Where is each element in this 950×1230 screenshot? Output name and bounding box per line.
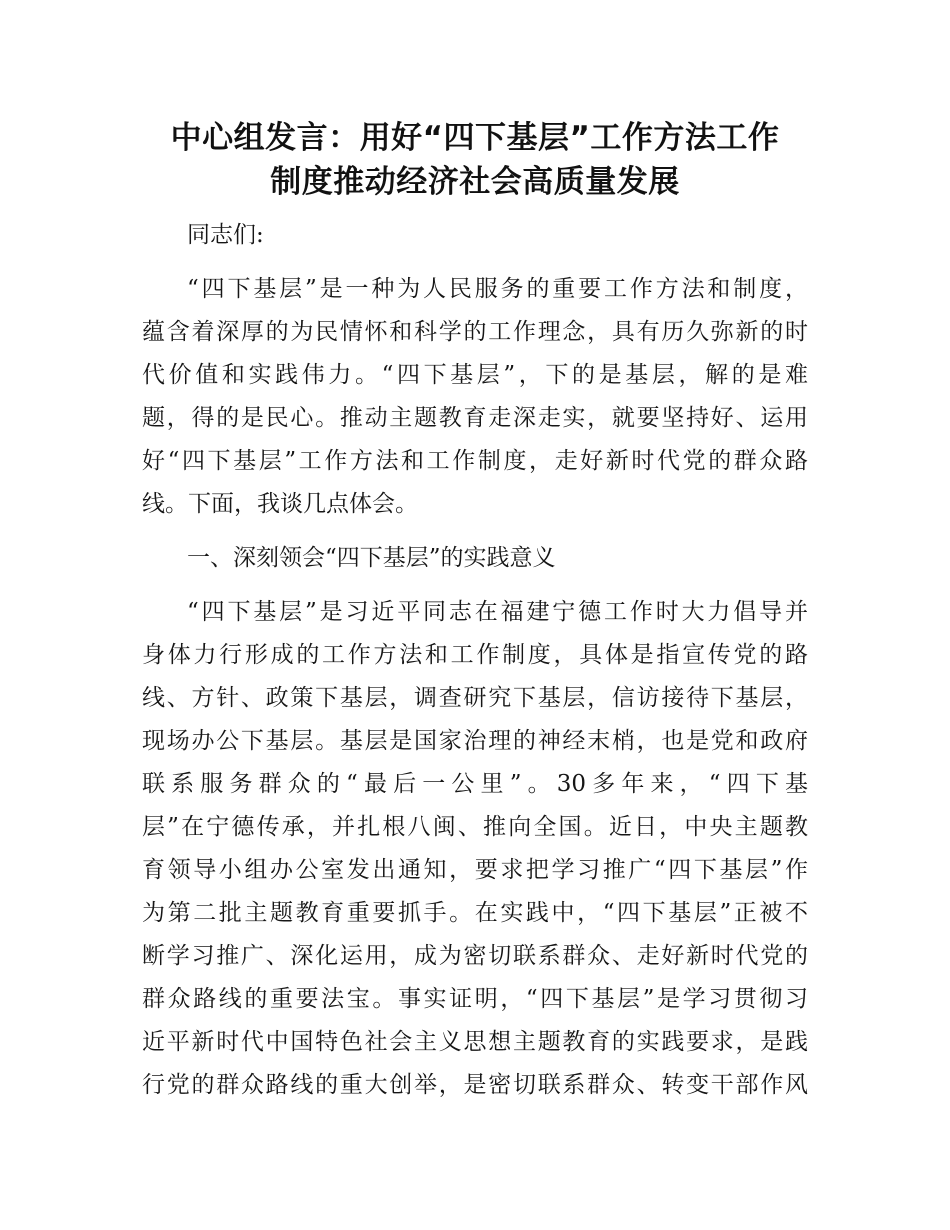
paragraph-line: 题，得的是民心。推动主题教育走深走实，就要坚持好、运用 <box>142 405 808 431</box>
paragraph-line: 群众路线的重要法宝。事实证明，“四下基层”是学习贯彻习 <box>142 986 808 1012</box>
paragraph-line: 好“四下基层”工作方法和工作制度，走好新时代党的群众路 <box>142 448 808 474</box>
paragraph-line: 为第二批主题教育重要抓手。在实践中，“四下基层”正被不 <box>142 900 808 926</box>
section-heading: 一、深刻领会“四下基层”的实践意义 <box>187 545 556 571</box>
paragraph-line: 线、方针、政策下基层，调查研究下基层，信访接待下基层， <box>142 685 808 711</box>
paragraph-line: 身体力行形成的工作方法和工作制度，具体是指宣传党的路 <box>142 642 808 668</box>
paragraph-line: 行党的群众路线的重大创举，是密切联系群众、转变干部作风 <box>142 1072 808 1098</box>
document-title-line-2: 制度推动经济社会高质量发展 <box>270 164 680 200</box>
paragraph-line: 蕴含着深厚的为民情怀和科学的工作理念，具有历久弥新的时 <box>142 319 808 345</box>
document-title-line-1: 中心组发言：用好“四下基层”工作方法工作 <box>170 120 780 156</box>
paragraph-line: 代价值和实践伟力。“四下基层”，下的是基层，解的是难 <box>142 362 808 388</box>
salutation: 同志们: <box>187 222 264 248</box>
paragraph-line: 断学习推广、深化运用，成为密切联系群众、走好新时代党的 <box>142 943 808 969</box>
paragraph-line: 育领导小组办公室发出通知，要求把学习推广“四下基层”作 <box>142 857 808 883</box>
paragraph-line: 联系服务群众的“最后一公里”。30多年来，“四下基 <box>142 771 808 797</box>
paragraph-line: 线。下面，我谈几点体会。 <box>142 491 418 517</box>
paragraph-line: 现场办公下基层。基层是国家治理的神经末梢，也是党和政府 <box>142 728 808 754</box>
paragraph-line: 层”在宁德传承，并扎根八闽、推向全国。近日，中央主题教 <box>142 814 808 840</box>
paragraph-line: “四下基层”是一种为人民服务的重要工作方法和制度， <box>187 276 808 302</box>
paragraph-line: “四下基层”是习近平同志在福建宁德工作时大力倡导并 <box>187 599 808 625</box>
paragraph-line: 近平新时代中国特色社会主义思想主题教育的实践要求，是践 <box>142 1029 808 1055</box>
